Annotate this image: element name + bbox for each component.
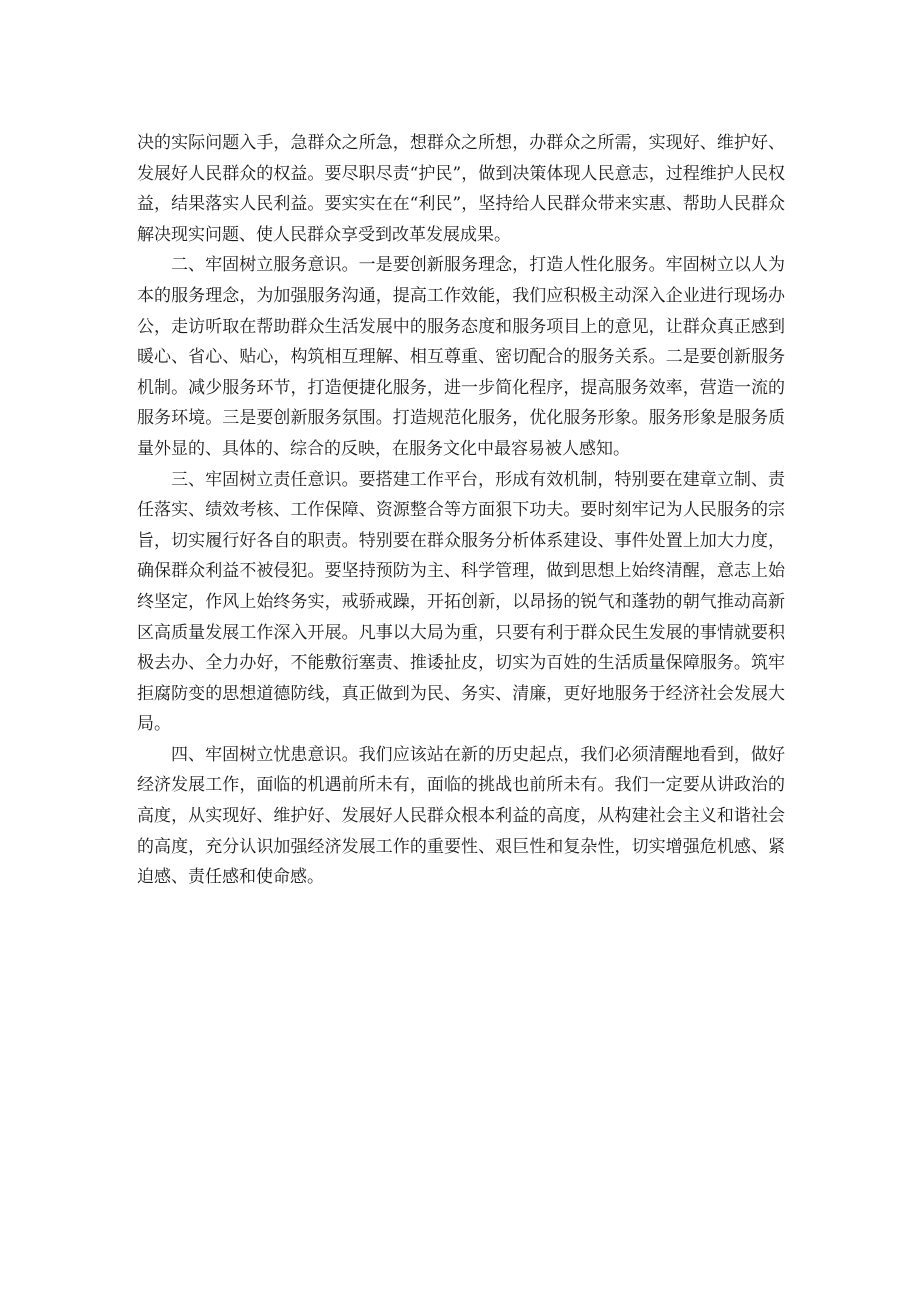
paragraph-service-awareness: 二、牢固树立服务意识。一是要创新服务理念，打造人性化服务。牢固树立以人为本的服务理念，为加强服务沟通，提高工作效能，我们应积极主动深入企业进行现场办公，走访听取在帮助群众生活发展中的服务态度和服务项目上的意见，让群众真正感到暖心、省心、贴心，构筑相互理解、相互尊重、密切配合的服务关系。二是要创新服务机制。减少服务环节，打造便捷化服务，进一步简化程序，提高服务效率，营造一流的服务环境。三是要创新服务氛围。打造规范化服务，优化服务形象。服务形象是服务质量外显的、具体的、综合的反映，在服务文化中最容易被人感知。 bbox=[137, 255, 785, 459]
document-body bbox=[137, 128, 785, 893]
paragraph-crisis-awareness: 四、牢固树立忧患意识。我们应该站在新的历史起点，我们必须清醒地看到，做好经济发展工作，面临的机遇前所未有，面临的挑战也前所未有。我们一定要从讲政治的高度，从实现好、维护好、发展好人民群众根本利益的高度，从构建社会主义和谐社会的高度，充分认识加强经济发展工作的重要性、艰巨性和复杂性，切实增强危机感、紧迫感、责任感和使命感。 bbox=[137, 744, 785, 888]
paragraph-responsibility-awareness: 三、牢固树立责任意识。要搭建工作平台，形成有效机制，特别要在建章立制、责任落实、绩效考核、工作保障、资源整合等方面狠下功夫。要时刻牢记为人民服务的宗旨，切实履行好各自的职责。特别要在群众服务分析体系建设、事件处置上加大力度，确保群众利益不被侵犯。要坚持预防为主、科学管理，做到思想上始终清醒，意志上始终坚定，作风上始终务实，戒骄戒躁，开拓创新，以昂扬的锐气和蓬勃的朝气推动高新区高质量发展工作深入开展。凡事以大局为重，只要有利于群众民生发展的事情就要积极去办、全力办好，不能敷衍塞责、推诿扯皮，切实为百姓的生活质量保障服务。筑牢拒腐防变的思想道德防线，真正做到为民、务实、清廉，更好地服务于经济社会发展大局。 bbox=[137, 469, 785, 735]
paragraph-continuation: 决的实际问题入手，急群众之所急，想群众之所想，办群众之所需，实现好、维护好、发展好人民群众的权益。要尽职尽责“护民”，做到决策体现人民意志，过程维护人民权益，结果落实人民利益。要实实在在“利民”，坚持给人民群众带来实惠、帮助人民群众解决现实问题、使人民群众享受到改革发展成果。 bbox=[137, 133, 785, 245]
